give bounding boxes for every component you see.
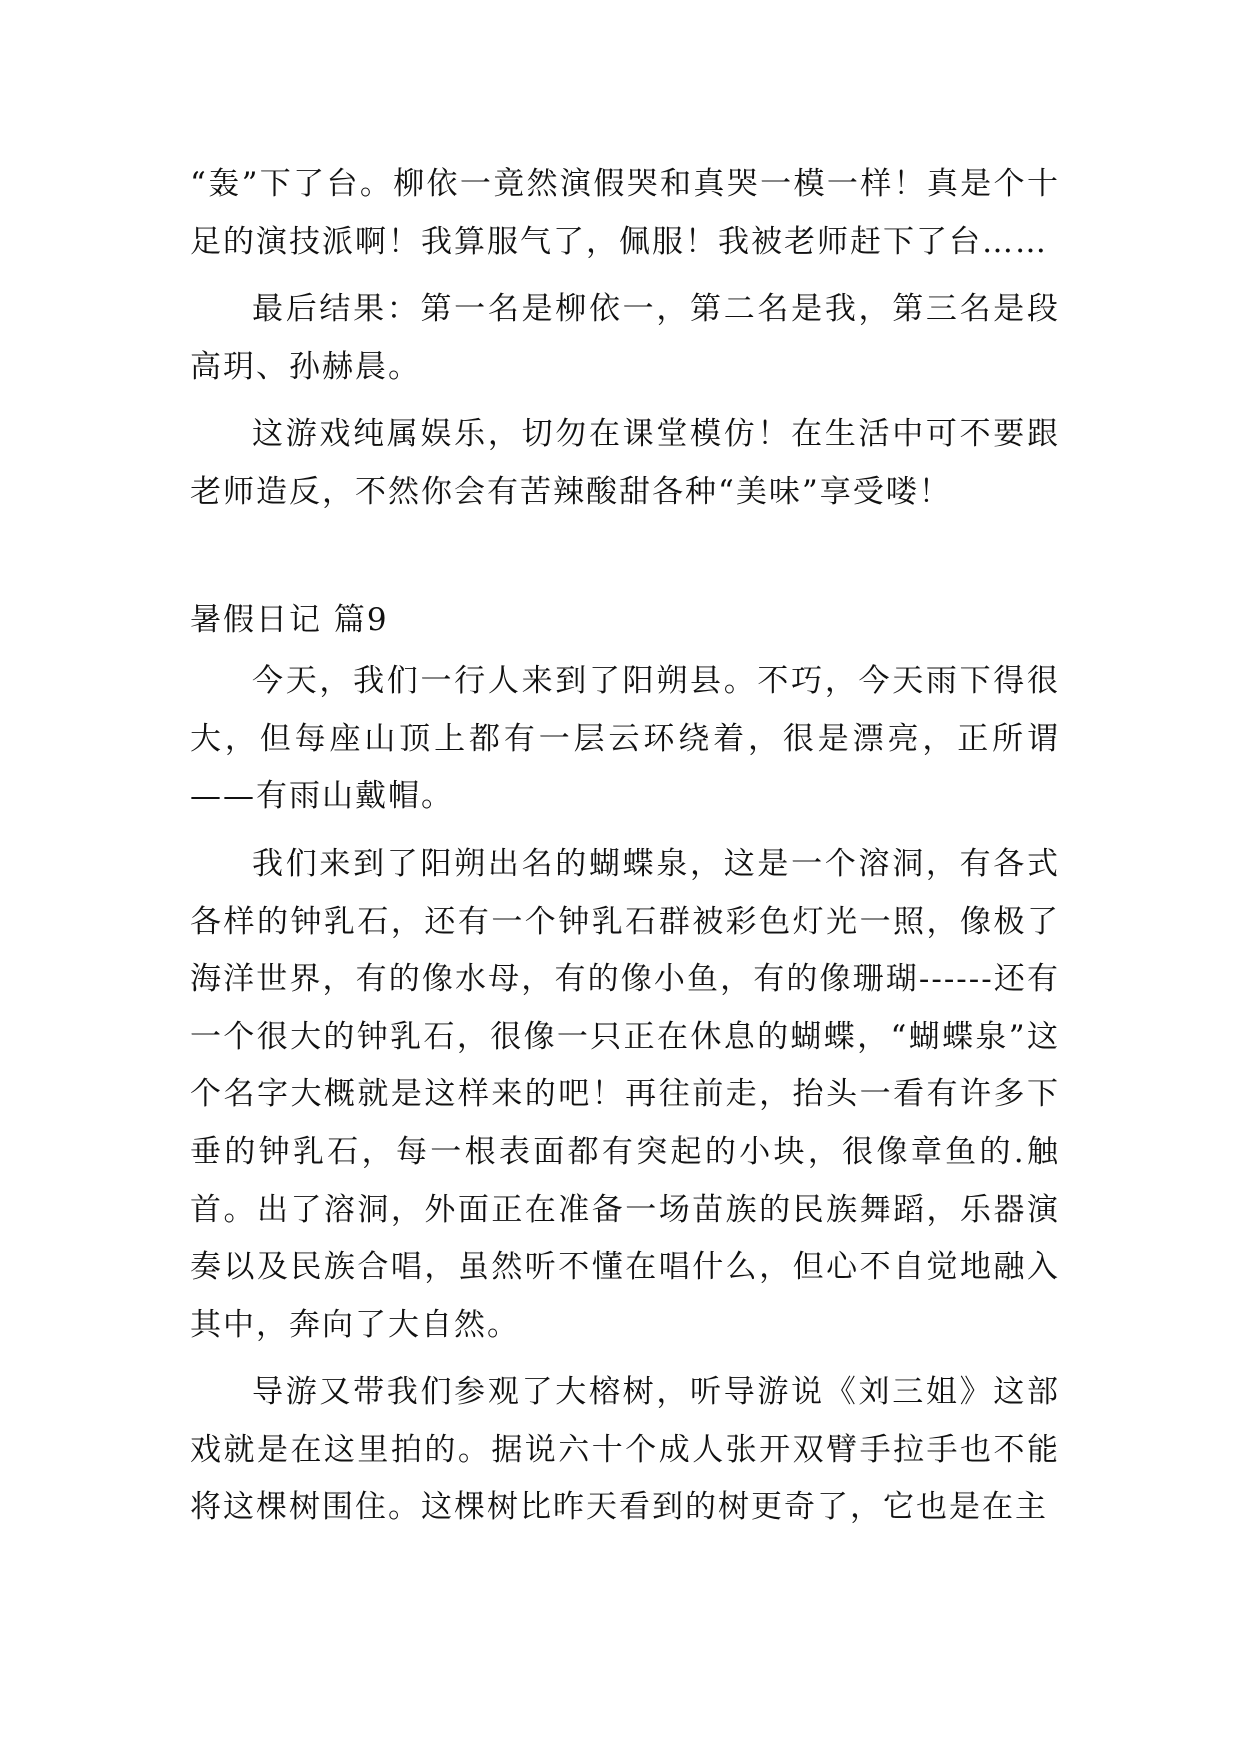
paragraph-game-note: 这游戏纯属娱乐，切勿在课堂模仿！在生活中可不要跟老师造反，不然你会有苦辣酸甜各种“美味”享受喽！ [190,416,1060,510]
document-body [190,156,1060,1537]
paragraph-banyan-tree: 导游又带我们参观了大榕树，听导游说《刘三姐》这部戏就是在这里拍的。据说六十个成人张开双臂手拉手也不能将这棵树围住。这棵树比昨天看到的树更奇了，它也是在主 [190,1374,1060,1526]
section-title: 暑假日记 篇9 [190,601,389,638]
paragraph-butterfly-spring: 我们来到了阳朔出名的蝴蝶泉，这是一个溶洞，有各式各样的钟乳石，还有一个钟乳石群被彩色灯光一照，像极了海洋世界，有的像水母，有的像小鱼，有的像珊瑚------还有一个很大的钟乳石，很像一只正在休息的蝴蝶，“蝴蝶泉”这个名字大概就是这样来的吧！再往前走，抬头一看有许多下垂的钟乳石，每一根表面都有突起的小块，很像章鱼的.触首。出了溶洞，外面正在准备一场苗族的民族舞蹈，乐器演奏以及民族合唱，虽然听不懂在唱什么，但心不自觉地融入其中，奔向了大自然。 [190,845,1060,1343]
paragraph-result: 最后结果：第一名是柳依一，第二名是我，第三名是段高玥、孙赫晨。 [190,291,1060,385]
paragraph-continuation: “轰”下了台。柳依一竟然演假哭和真哭一模一样！真是个十足的演技派啊！我算服气了，佩服！我被老师赶下了台…… [190,166,1060,260]
paragraph-yangshuo: 今天，我们一行人来到了阳朔县。不巧，今天雨下得很大，但每座山顶上都有一层云环绕着，很是漂亮，正所谓——有雨山戴帽。 [190,663,1060,815]
